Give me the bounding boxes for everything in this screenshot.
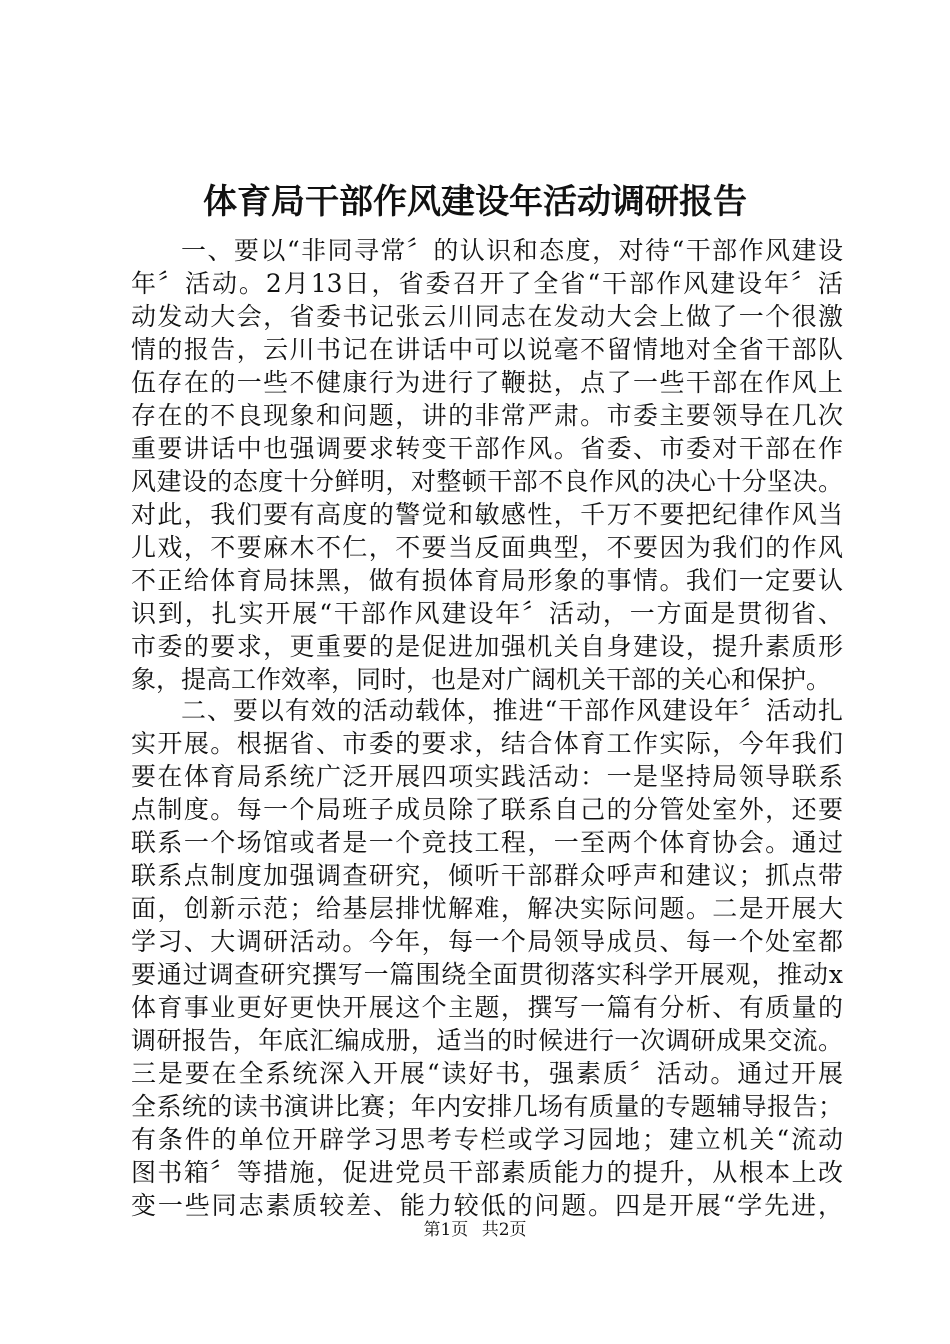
paragraph-line: 学习、大调研活动。今年，每一个局领导成员、每一个处室都 bbox=[131, 927, 843, 956]
document-title: 体育局干部作风建设年活动调研报告 bbox=[203, 182, 747, 222]
page-total: 共2页 bbox=[481, 1220, 527, 1240]
paragraph-line: 联系点制度加强调查研究，倾听干部群众呼声和建议；抓点带 bbox=[131, 861, 843, 890]
paragraph-line: 三是要在全系统深入开展“读好书，强素质〞活动。通过开展 bbox=[131, 1059, 843, 1088]
paragraph-line: 联系一个场馆或者是一个竞技工程，一至两个体育协会。通过 bbox=[131, 828, 843, 857]
paragraph-line: 情的报告，云川书记在讲话中可以说毫不留情地对全省干部队 bbox=[131, 335, 843, 364]
paragraph-line: 要通过调查研究撰写一篇围绕全面贯彻落实科学开展观，推动x bbox=[131, 960, 843, 989]
paragraph-1 bbox=[131, 234, 843, 696]
paragraph-line: 儿戏，不要麻木不仁，不要当反面典型，不要因为我们的作风 bbox=[131, 533, 843, 562]
paragraph-line: 实开展。根据省、市委的要求，结合体育工作实际，今年我们 bbox=[131, 729, 843, 758]
paragraph-line: 市委的要求，更重要的是促进加强机关自身建设，提升素质形 bbox=[131, 632, 843, 661]
paragraph-line: 点制度。每一个局班子成员除了联系自己的分管处室外，还要 bbox=[131, 795, 843, 824]
paragraph-line: 有条件的单位开辟学习思考专栏或学习园地；建立机关“流动 bbox=[131, 1125, 843, 1154]
paragraph-line: 重要讲话中也强调要求转变干部作风。省委、市委对干部在作 bbox=[131, 434, 843, 463]
paragraph-line: 动发动大会，省委书记张云川同志在发动大会上做了一个很激 bbox=[131, 302, 843, 331]
paragraph-line: 面，创新示范；给基层排忧解难，解决实际问题。二是开展大 bbox=[131, 894, 843, 923]
paragraph-line: 风建设的态度十分鲜明，对整顿干部不良作风的决心十分坚决。 bbox=[131, 467, 843, 496]
paragraph-line: 体育事业更好更快开展这个主题，撰写一篇有分析、有质量的 bbox=[131, 993, 843, 1022]
paragraph-line: 对此，我们要有高度的警觉和敏感性，千万不要把纪律作风当 bbox=[131, 500, 843, 529]
paragraph-line: 识到，扎实开展“干部作风建设年〞活动，一方面是贯彻省、 bbox=[131, 599, 843, 628]
paragraph-line: 调研报告，年底汇编成册，适当的时候进行一次调研成果交流。 bbox=[131, 1026, 843, 1055]
paragraph-line: 一、要以“非同寻常〞的认识和态度，对待“干部作风建设 bbox=[181, 236, 843, 265]
paragraph-line: 象，提高工作效率，同时，也是对广阔机关干部的关心和保护。 bbox=[131, 665, 832, 694]
paragraph-line: 要在体育局系统广泛开展四项实践活动：一是坚持局领导联系 bbox=[131, 762, 843, 791]
paragraph-line: 二、要以有效的活动载体，推进“干部作风建设年〞活动扎 bbox=[181, 696, 843, 725]
paragraph-line: 不正给体育局抹黑，做有损体育局形象的事情。我们一定要认 bbox=[131, 566, 843, 595]
page-footer bbox=[0, 1218, 950, 1242]
page-number: 第1页 bbox=[423, 1220, 469, 1240]
paragraph-line: 全系统的读书演讲比赛；年内安排几场有质量的专题辅导报告； bbox=[131, 1092, 843, 1121]
paragraph-line: 图书箱〞等措施，促进党员干部素质能力的提升，从根本上改 bbox=[131, 1158, 843, 1187]
paragraph-line: 存在的不良现象和问题，讲的非常严肃。市委主要领导在几次 bbox=[131, 401, 843, 430]
paragraph-line: 变一些同志素质较差、能力较低的问题。四是开展“学先进， bbox=[131, 1191, 843, 1220]
paragraph-line: 伍存在的一些不健康行为进行了鞭挞，点了一些干部在作风上 bbox=[131, 368, 843, 397]
paragraph-2 bbox=[131, 694, 843, 1222]
paragraph-line: 年〞活动。2月13日，省委召开了全省“干部作风建设年〞活 bbox=[131, 269, 843, 298]
